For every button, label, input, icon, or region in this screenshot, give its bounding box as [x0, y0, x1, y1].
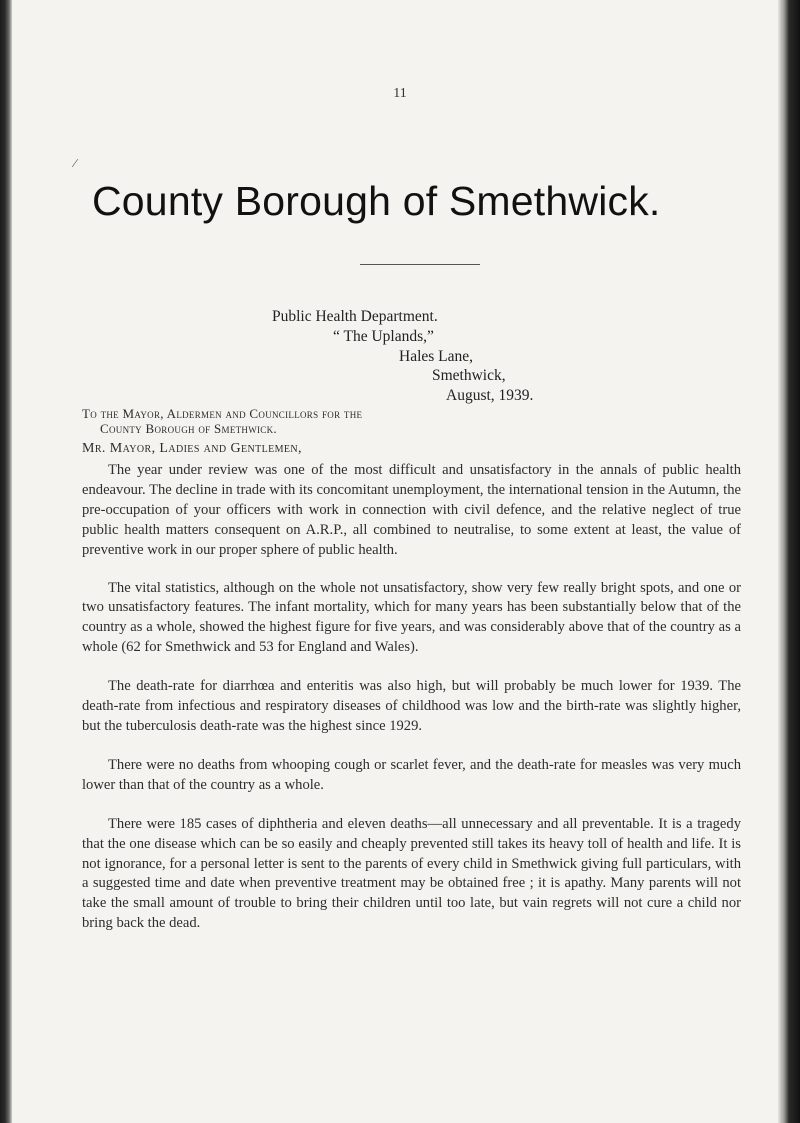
address-department: Public Health Department. [272, 308, 438, 325]
page-title: County Borough of Smethwick. [92, 178, 661, 224]
letter-body [82, 461, 741, 953]
paragraph: The year under review was one of the most difficult and unsatisfactory in the annals of public health endeavour. The decline in trade with its concomitant unemployment, the international tension in the Autumn, the pre-occupation of your officers with work in connection with civil defence, and the relative neglect of true public health matters consequent on A.R.P., all combined to neutralise, to some extent at least, the value of preventive work in our proper sphere of public health. [82, 462, 741, 558]
sender-address [242, 307, 742, 406]
binding-edge-right [778, 0, 800, 1123]
address-town: Smethwick, [432, 367, 506, 385]
addressee-block [82, 406, 722, 436]
address-street: Hales Lane, [399, 347, 474, 365]
paragraph: The death-rate for diarrhœa and enteritis was also high, but will probably be much lower for 1939. The death-rate from infectious and respiratory diseases of childhood was low and the birth-rate was slightly higher, but the tuberculosis death-rate was the highest since 1929. [82, 678, 741, 734]
paragraph: The vital statistics, although on the whole not unsatisfactory, show very few really bright spots, and one or two unsatisfactory features. The infant mortality, which for many years has been substantially below that of the country as a whole, showed the highest figure for five years, and was considerably above that of the country as a whole (62 for Smethwick and 53 for England and Wales). [82, 579, 741, 656]
paragraph: There were no deaths from whooping cough or scarlet fever, and the death-rate for measles was very much lower than that of the country as a whole. [82, 756, 741, 793]
paragraph: There were 185 cases of diphtheria and eleven deaths—all unnecessary and all preventable. It is a tragedy that the one disease which can be so easily and cheaply prevented still takes its heavy toll of health and life. It is not ignorance, for a personal letter is sent to the parents of every child in Smethwick giving full particulars, with a suggested time and date when preventive treatment may be obtained free ; it is apathy. Many parents will not take the small amount of trouble to bring their children until too late, but vain regrets will not cure a child nor bring back the dead. [82, 815, 741, 932]
page-number: 11 [393, 86, 407, 101]
salutation: Mr. Mayor, Ladies and Gentlemen, [82, 441, 302, 456]
binding-edge-left [0, 0, 12, 1123]
address-date: August, 1939. [446, 387, 534, 405]
addressee-line-1: To the Mayor, Aldermen and Councillors for the [82, 406, 363, 421]
stray-mark: ∕ [74, 156, 77, 170]
address-building: “ The Uplands,” [333, 327, 434, 345]
addressee-line-2: County Borough of Smethwick. [100, 421, 277, 436]
title-divider [360, 264, 480, 265]
